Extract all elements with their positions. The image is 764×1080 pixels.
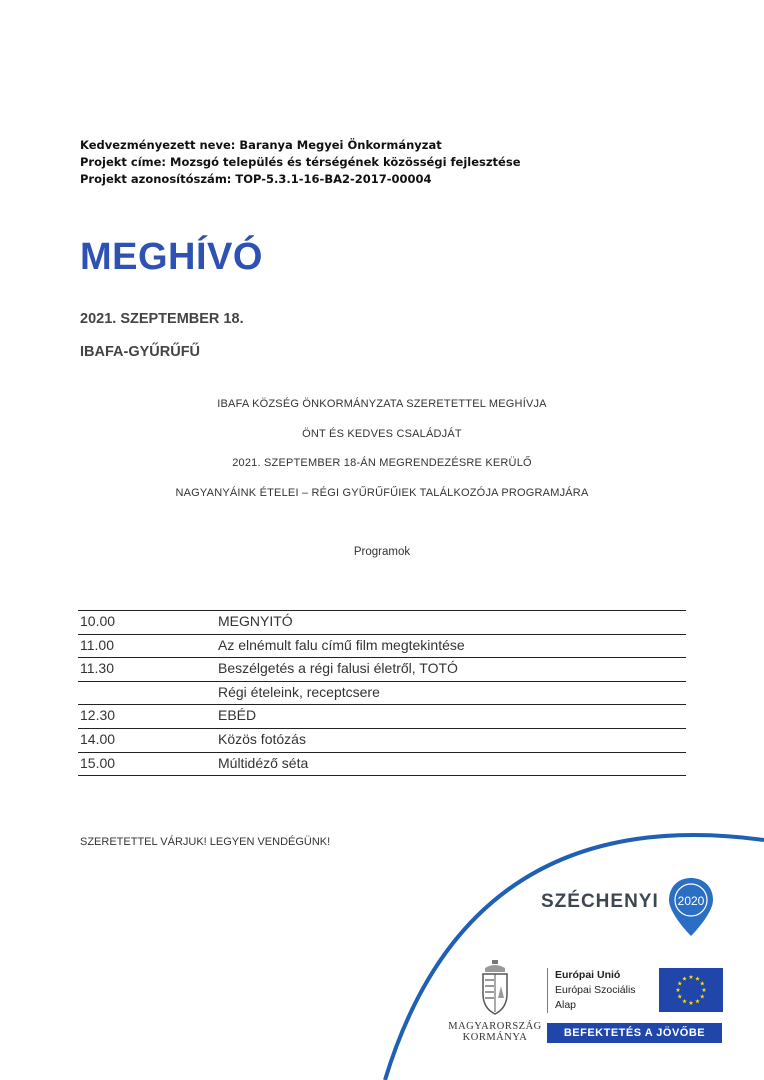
eu-star-icon (689, 1001, 694, 1005)
schedule-time: 11.00 (78, 634, 216, 658)
hungarian-government-logo (445, 958, 545, 1043)
coat-of-arms-icon (478, 958, 512, 1016)
szechenyi-pin-icon (667, 876, 715, 938)
schedule-time: 12.30 (78, 705, 216, 729)
eu-text-line3: Alap (555, 999, 577, 1011)
program-heading: Programok (353, 546, 411, 558)
invitation-line: NAGYANYÁINK ÉTELEI – RÉGI GYŰRŰFŰIEK TALÁLKOZÓJA PROGRAMJÁRA (175, 487, 589, 499)
eu-star-icon (700, 981, 705, 985)
closing-text: SZERETETTEL VÁRJUK! LEGYEN VENDÉGÜNK! (80, 836, 331, 848)
eu-text-line1: Európai Unió (555, 969, 621, 981)
szechenyi-logo-text: SZÉCHENYI (541, 891, 659, 912)
project-title-line: Projekt címe: Mozsgó település és térségének közösségi fejlesztése (80, 155, 521, 169)
eu-star-icon (676, 988, 681, 992)
eu-text-line2: Európai Szociális (555, 984, 636, 996)
schedule-event: Az elnémult falu című film megtekintése (216, 634, 686, 658)
event-place: IBAFA-GYŰRŰFŰ (80, 344, 201, 360)
eu-star-icon (677, 994, 682, 998)
eu-star-icon (695, 976, 700, 980)
schedule-event: Múltidéző séta (216, 752, 686, 776)
schedule-time: 14.00 (78, 728, 216, 752)
eu-star-icon (689, 975, 694, 979)
eu-flag-icon (659, 968, 723, 1012)
schedule-event: Régi ételeink, receptcsere (216, 681, 686, 705)
eu-star-icon (677, 981, 682, 985)
schedule-time: 10.00 (78, 611, 216, 635)
invitation-line: IBAFA KÖZSÉG ÖNKORMÁNYZATA SZERETETTEL MEGHÍVJA (217, 398, 547, 410)
eu-star-icon (695, 999, 700, 1003)
schedule-event: Közös fotózás (216, 728, 686, 752)
investment-banner: BEFEKTETÉS A JÖVŐBE (547, 1023, 722, 1043)
invitation-line: 2021. SZEPTEMBER 18-ÁN MEGRENDEZÉSRE KERÜLŐ (232, 457, 532, 469)
eu-fund-text (547, 968, 636, 1013)
project-id-line: Projekt azonosítószám: TOP-5.3.1-16-BA2-2017-00004 (80, 172, 432, 186)
schedule-event: EBÉD (216, 705, 686, 729)
gov-text-line1: MAGYARORSZÁG (448, 1021, 542, 1032)
eu-star-icon (700, 994, 705, 998)
event-date: 2021. SZEPTEMBER 18. (80, 311, 244, 327)
eu-star-icon (702, 988, 707, 992)
invitation-line: ÖNT ÉS KEDVES CSALÁDJÁT (302, 428, 462, 440)
schedule-time: 15.00 (78, 752, 216, 776)
eu-star-icon (682, 999, 687, 1003)
szechenyi-year: 2020 (677, 894, 705, 908)
gov-text-line2: KORMÁNYA (462, 1032, 528, 1043)
schedule-event: MEGNYITÓ (216, 611, 686, 635)
beneficiary-line: Kedvezményezett neve: Baranya Megyei Önkormányzat (80, 138, 442, 152)
schedule-event: Beszélgetés a régi falusi életről, TOTÓ (216, 658, 686, 682)
eu-star-icon (682, 976, 687, 980)
schedule-time: 11.30 (78, 658, 216, 682)
page-title: MEGHÍVÓ (80, 236, 263, 278)
eu-stars-icon (659, 968, 723, 1012)
